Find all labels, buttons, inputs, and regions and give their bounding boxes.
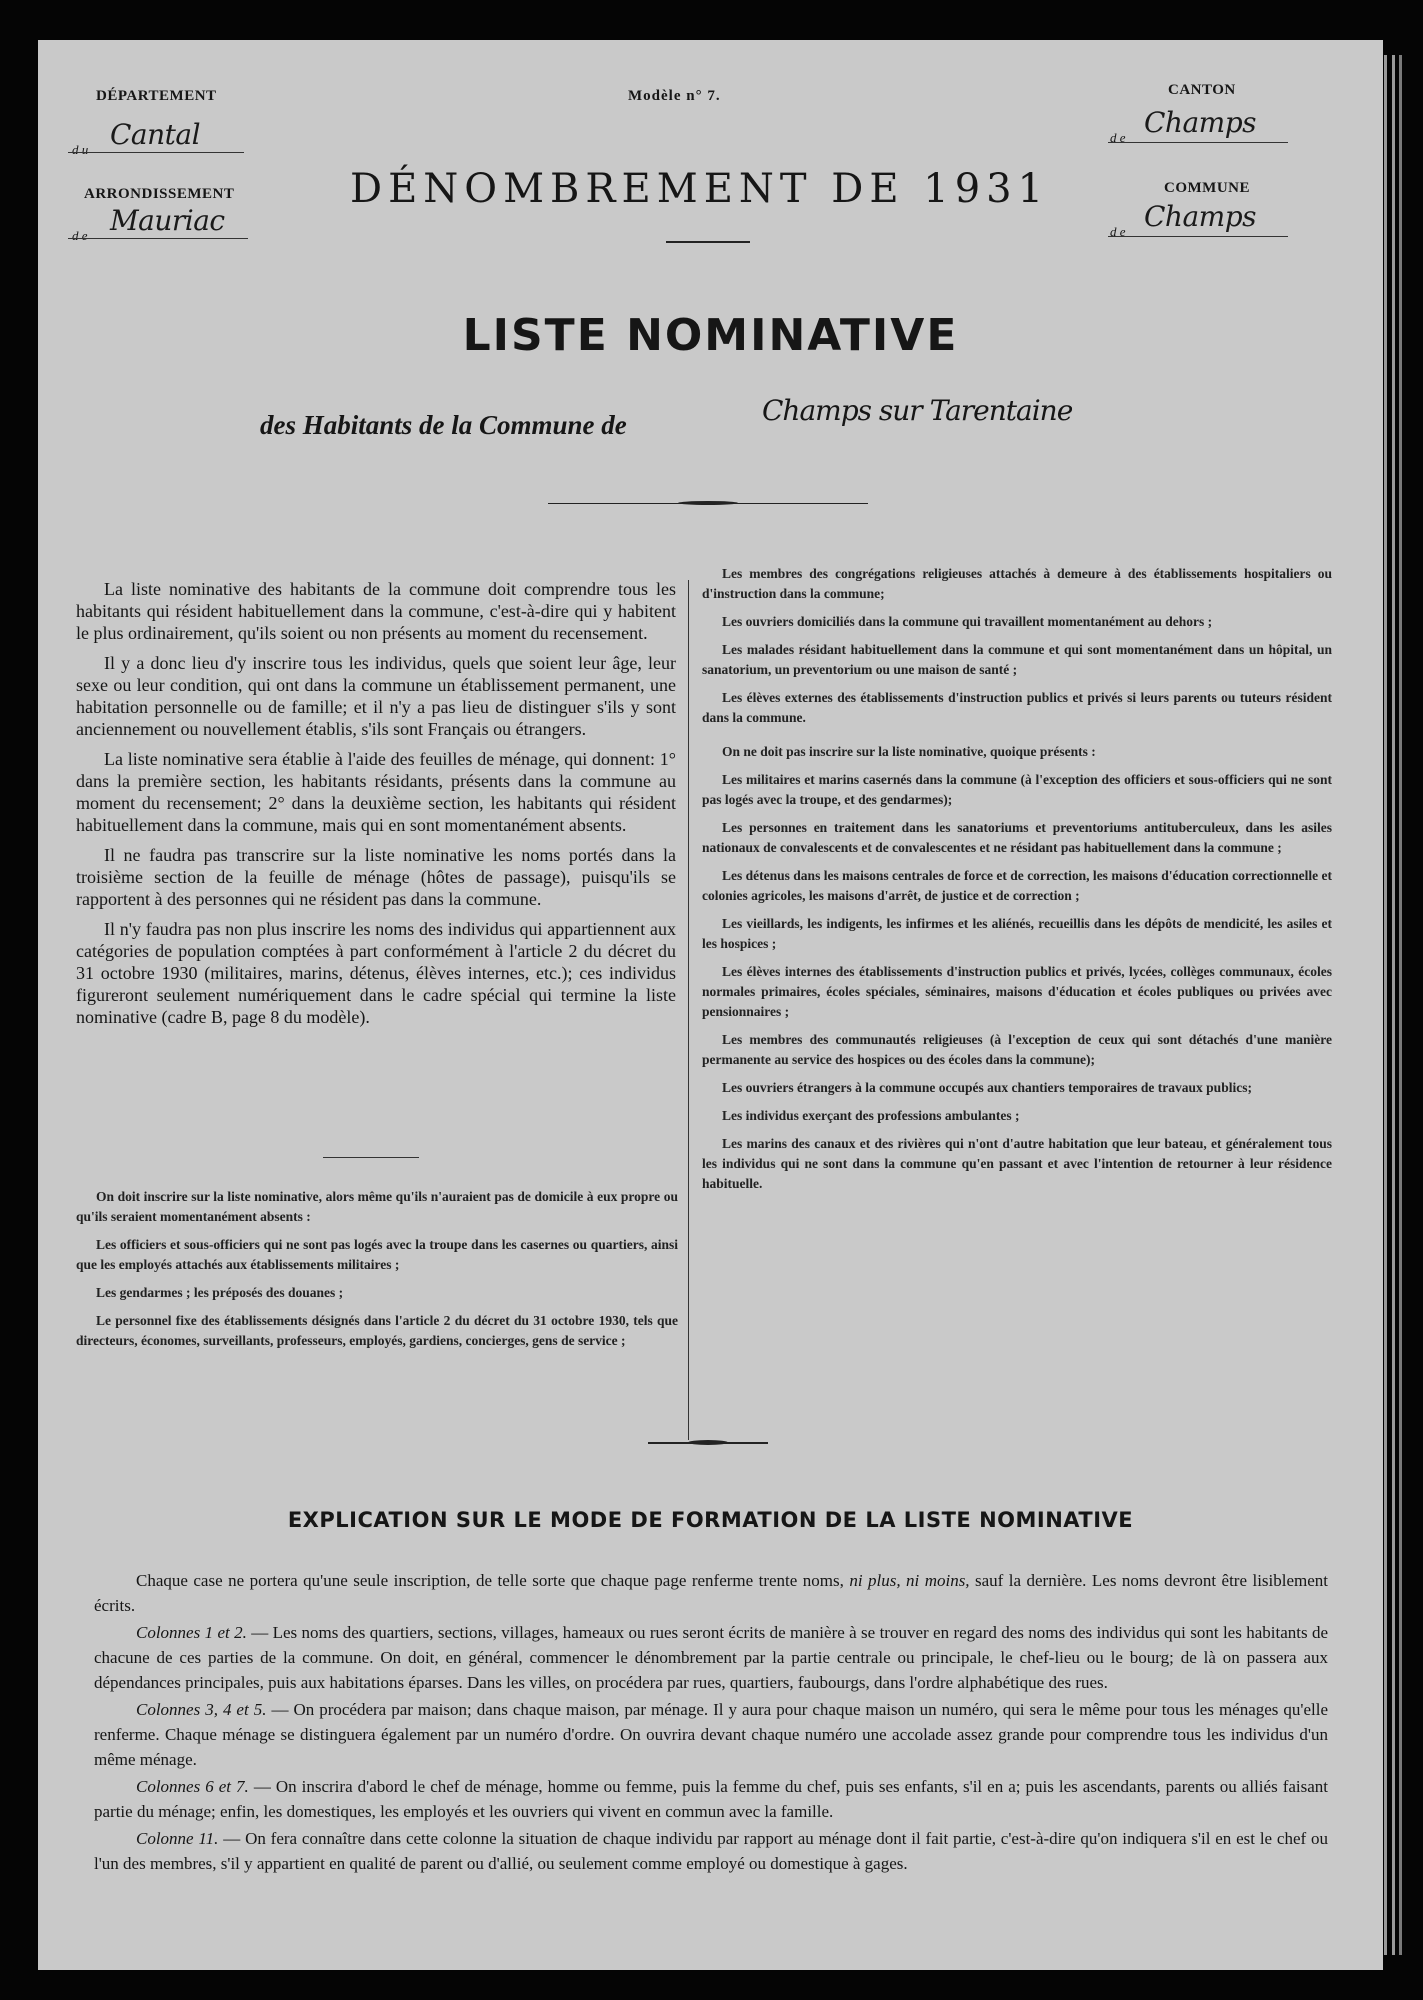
excluded-item: Les vieillards, les indigents, les infirmes et les aliénés, recueillis dans les dépôts de mendicité, les asiles et les hospices ; (702, 916, 1332, 951)
left-instructions (76, 578, 676, 1036)
departement-label: DÉPARTEMENT (96, 88, 217, 104)
left-paragraph: La liste nominative sera établie à l'aide des feuilles de ménage, qui donnent: 1° dans la première section, les habitants résidants, présents dans la commune au moment du recensement; 2° dans la deuxième section, les habitants qui résident habituellement dans la commune, mais qui en sont momentanément absents. (76, 749, 676, 835)
modele-number: Modèle n° 7. (628, 88, 721, 104)
excluded-item: Les personnes en traitement dans les sanatoriums et preventoriums antituberculeux, dans les asiles nationaux de convalescents et de convalescentes et ne résidant pas habituellement dans la commune ; (702, 820, 1332, 855)
excluded-item: Les marins des canaux et des rivières qui n'ont d'autre habitation que leur bateau, et généralement tous les individus qui ne sont dans la commune qu'en passant et avec l'intention de retourner à leur résidence habituelle. (702, 1136, 1332, 1191)
commune-prefix: d e (1110, 224, 1126, 239)
included-heading: On doit inscrire sur la liste nominative, alors même qu'ils n'auraient pas de domicile à eux propre ou qu'ils seraient momentanément absents : (76, 1189, 678, 1224)
subtitle: des Habitants de la Commune de (260, 410, 627, 440)
excluded-item: Les ouvriers étrangers à la commune occupés aux chantiers temporaires de travaux publics; (722, 1080, 1252, 1095)
included-item: Les ouvriers domiciliés dans la commune qui travaillent momentanément au dehors ; (722, 614, 1213, 629)
included-item: Les malades résidant habituellement dans la commune et qui sont momentanément dans un hôpital, un sanatorium, un preventorium ou une maison de santé ; (702, 642, 1332, 677)
canton-label: CANTON (1168, 82, 1236, 98)
excluded-heading: On ne doit pas inscrire sur la liste nominative, quoique présents : (722, 744, 1096, 759)
page-title: DÉNOMBREMENT DE 1931 (350, 166, 1050, 212)
excluded-item: Les individus exerçant des professions ambulantes ; (722, 1108, 1020, 1123)
ornament-small (648, 1438, 768, 1448)
ornament-divider (548, 498, 868, 508)
arrondissement-value: Mauriac (110, 204, 225, 237)
left-paragraph: La liste nominative des habitants de la commune doit comprendre tous les habitants qui résident habituellement dans la commune, c'est-à-dire qui y habitent le plus ordinairement, qu'ils soient ou non présents au moment du recensement. (76, 579, 676, 643)
right-instructions (702, 564, 1332, 1202)
explication-paragraph: Colonne 11. — On fera connaître dans cette colonne la situation de chaque individu par rapport au ménage dont il fait partie, c'est-à-dire qu'on indiquera s'il en est le chef ou l'un des membres, s'il y appartient en qualité de parent ou d'allié, ou seulement comme employé ou domestique à gages. (94, 1829, 1328, 1873)
departement-prefix: d u (72, 142, 89, 157)
included-item: Les membres des congrégations religieuses attachés à demeure à des établissements hospitaliers ou d'instruction dans la commune; (702, 566, 1332, 601)
left-paragraph: Il n'y faudra pas non plus inscrire les noms des individus qui appartiennent aux catégories de population comptées à part conformément à l'article 2 du décret du 31 octobre 1930 (militaires, marins, détenus, élèves internes, etc.); ces individus figureront seulement numériquement dans le cadre spécial qui termine la liste nominative (cadre B, page 8 du modèle). (76, 919, 676, 1027)
excluded-item: Les militaires et marins casernés dans la commune (à l'exception des officiers et sous-officiers qui ne sont pas logés avec la troupe, et des gendarmes); (702, 772, 1332, 807)
commune-label: COMMUNE (1164, 180, 1250, 196)
explication-paragraph: Colonnes 6 et 7. — On inscrira d'abord le chef de ménage, homme ou femme, puis la femme du chef, puis ses enfants, s'il en a; puis les ascendants, parents ou alliés faisant partie du ménage; enfin, les domestiques, les employés et les ouvriers qui vivent en commun avec la famille. (94, 1777, 1329, 1821)
excluded-item: Les membres des communautés religieuses (à l'exception de ceux qui sont détachés d'une manière permanente au service des hospices ou des écoles dans la commune); (702, 1032, 1332, 1067)
liste-nominative-title: LISTE NOMINATIVE (462, 310, 959, 361)
commune-value: Champs (1144, 200, 1256, 233)
arrondissement-prefix: d e (72, 228, 88, 243)
left-included-list (76, 1187, 678, 1359)
included-item: Les officiers et sous-officiers qui ne sont pas logés avec la troupe dans les casernes ou quartiers, ainsi que les employés attachés aux établissements militaires ; (76, 1237, 678, 1272)
departement-value: Cantal (110, 118, 201, 151)
explication-paragraph: Chaque case ne portera qu'une seule inscription, de telle sorte que chaque page renferme trente noms, ni plus, ni moins, sauf la dernière. Les noms devront être lisiblement écrits. (94, 1571, 1329, 1615)
explication-title: EXPLICATION SUR LE MODE DE FORMATION DE LA LISTE NOMINATIVE (287, 1508, 1134, 1532)
explication-body (94, 1568, 1328, 1878)
document-page (38, 40, 1383, 1970)
canton-prefix: d e (1110, 130, 1126, 145)
explication-paragraph: Colonnes 3, 4 et 5. — On procédera par maison; dans chaque maison, par ménage. Il y aura pour chaque maison un numéro, qui sera le même pour tous les ménages qu'elle renferme. Chaque ménage se distinguera également par un numéro d'ordre. On ouvrira devant chaque numéro une accolade assez grande pour comprendre tous les individus d'un même ménage. (94, 1700, 1329, 1769)
canton-value: Champs (1144, 106, 1256, 139)
excluded-item: Les détenus dans les maisons centrales de force et de correction, les maisons d'éducation correctionnelle et colonies agricoles, les maisons d'arrêt, de justice et de correction ; (702, 868, 1332, 903)
left-paragraph: Il y a donc lieu d'y inscrire tous les individus, quels que soient leur âge, leur sexe ou leur condition, qui ont dans la commune un établissement permanent, une habitation personnelle ou de famille; et il n'y a pas lieu de distinguer s'ils y sont anciennement ou nouvellement établis, s'ils sont Français ou étrangers. (76, 653, 676, 739)
left-paragraph: Il ne faudra pas transcrire sur la liste nominative les noms portés dans la troisième section de la feuille de ménage (hôtes de passage), puisqu'ils se rapportent à des personnes qui ne résident pas dans la commune. (76, 845, 676, 909)
included-item: Le personnel fixe des établissements désignés dans l'article 2 du décret du 31 octobre 1930, tels que directeurs, économes, surveillants, professeurs, employés, gardiens, concierges, gens de service ; (76, 1313, 678, 1348)
included-item: Les gendarmes ; les préposés des douanes ; (96, 1285, 344, 1300)
explication-paragraph: Colonnes 1 et 2. — Les noms des quartiers, sections, villages, hameaux ou rues seront écrits de manière à se trouver en regard des noms des individus qui sont les habitants de chacune de ces parties de la commune. On doit, en général, commencer le dénombrement par la partie centrale ou principale, le chef-lieu ou le bourg; de là on passera aux dépendances principales, puis aux habitations éparses. Dans les villes, on procédera par rues, quartiers, faubourgs, dans l'ordre alphabétique des rues. (94, 1623, 1328, 1692)
excluded-item: Les élèves internes des établissements d'instruction publics et privés, lycées, collèges communaux, écoles normales primaires, écoles spéciales, séminaires, maisons d'éducation et écoles publiques ou privées avec pensionnaires ; (702, 964, 1332, 1019)
commune-name-handwritten: Champs sur Tarentaine (762, 394, 1073, 427)
arrondissement-label: ARRONDISSEMENT (84, 186, 235, 202)
included-item: Les élèves externes des établissements d'instruction publics et privés si leurs parents ou tuteurs résident dans la commune. (702, 690, 1332, 725)
